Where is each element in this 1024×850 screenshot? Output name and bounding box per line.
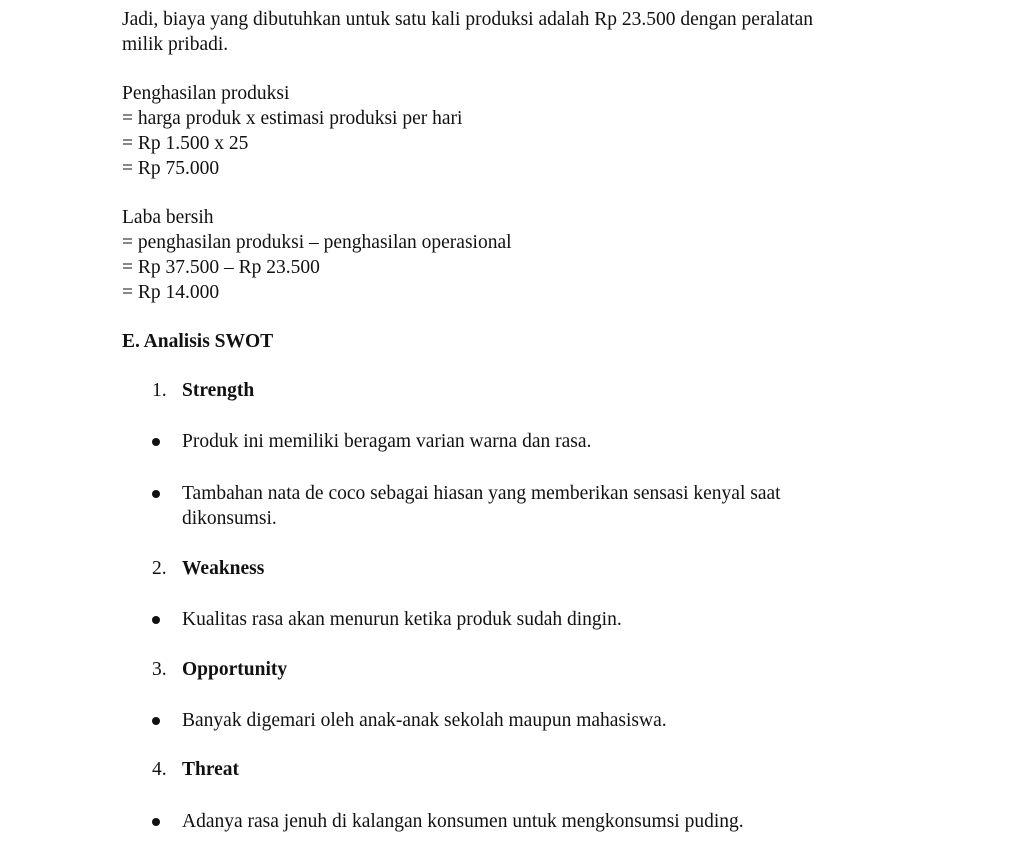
laba-block xyxy=(122,205,922,305)
bullet-item xyxy=(150,481,870,531)
swot-item-title: Opportunity xyxy=(182,659,288,680)
swot-item-strength xyxy=(152,378,254,403)
bullet-item xyxy=(150,429,870,454)
bullet-dot-icon xyxy=(152,438,160,446)
laba-title: Laba bersih xyxy=(122,207,214,228)
bullet-text: Kualitas rasa akan menurun ketika produk sudah dingin. xyxy=(182,609,622,630)
swot-item-number: 2. xyxy=(152,558,167,579)
bullet-text: Banyak digemari oleh anak-anak sekolah maupun mahasiswa. xyxy=(182,710,667,731)
intro-line-2: milik pribadi. xyxy=(122,34,229,55)
swot-item-number: 1. xyxy=(152,380,167,401)
penghasilan-title: Penghasilan produksi xyxy=(122,83,290,104)
swot-item-number: 4. xyxy=(152,759,167,780)
swot-item-weakness xyxy=(152,556,264,581)
laba-line-2: = Rp 37.500 – Rp 23.500 xyxy=(122,257,320,278)
bullet-dot-icon xyxy=(152,616,160,624)
laba-line-1: = penghasilan produksi – penghasilan operasional xyxy=(122,232,512,253)
bullet-text: Adanya rasa jenuh di kalangan konsumen untuk mengkonsumsi puding. xyxy=(182,811,744,832)
swot-item-number: 3. xyxy=(152,659,167,680)
penghasilan-line-1: = harga produk x estimasi produksi per hari xyxy=(122,108,463,129)
bullet-dot-icon xyxy=(152,490,160,498)
laba-line-3: = Rp 14.000 xyxy=(122,282,220,303)
intro-paragraph xyxy=(122,7,922,57)
penghasilan-line-2: = Rp 1.500 x 25 xyxy=(122,133,249,154)
swot-item-title: Threat xyxy=(182,759,240,780)
swot-item-title: Weakness xyxy=(182,558,265,579)
bullet-dot-icon xyxy=(152,717,160,725)
bullet-item xyxy=(150,607,870,632)
penghasilan-line-3: = Rp 75.000 xyxy=(122,158,220,179)
swot-item-opportunity xyxy=(152,657,287,682)
intro-line-1: Jadi, biaya yang dibutuhkan untuk satu kali produksi adalah Rp 23.500 dengan peralatan xyxy=(122,9,814,30)
swot-item-threat xyxy=(152,757,239,782)
bullet-item xyxy=(150,708,870,733)
bullet-dot-icon xyxy=(152,818,160,826)
bullet-item xyxy=(150,809,870,834)
swot-heading: E. Analisis SWOT xyxy=(122,331,274,352)
bullet-text: Tambahan nata de coco sebagai hiasan yang memberikan sensasi kenyal saat dikonsumsi. xyxy=(182,483,781,529)
bullet-text: Produk ini memiliki beragam varian warna dan rasa. xyxy=(182,431,592,452)
penghasilan-block xyxy=(122,81,922,181)
swot-item-title: Strength xyxy=(182,380,255,401)
